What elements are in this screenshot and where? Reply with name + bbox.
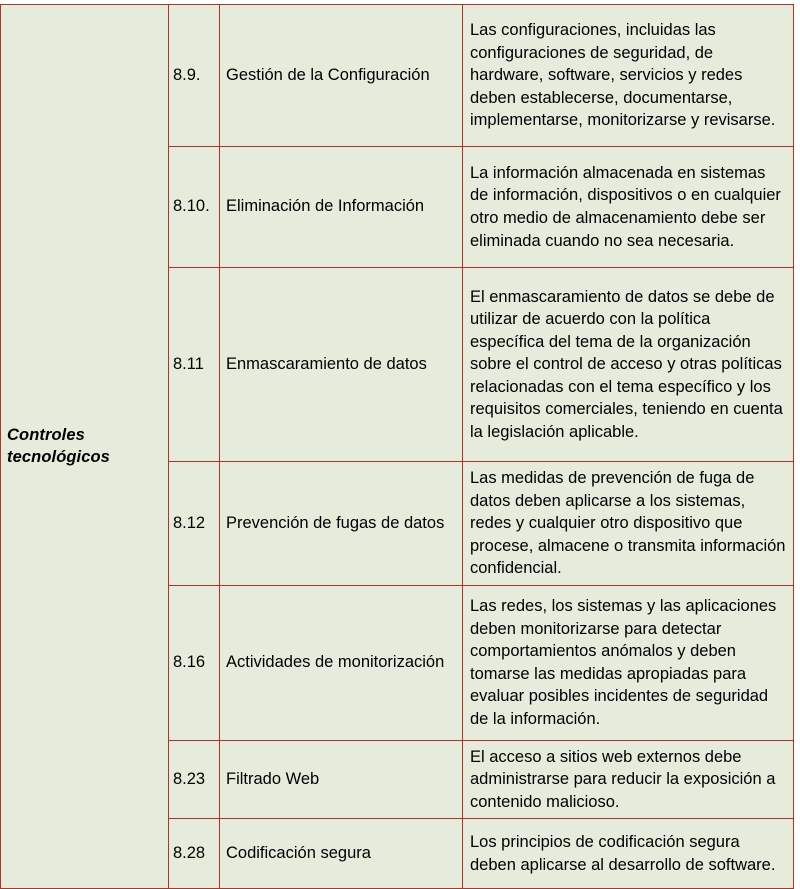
control-name-cell (220, 462, 463, 586)
controls-table-wrapper (0, 4, 793, 889)
technological-controls-table (0, 4, 794, 889)
control-number: 8.23 (173, 769, 206, 788)
control-description-cell (463, 268, 794, 462)
control-name: Actividades de monitorización (226, 652, 445, 671)
control-name-cell (220, 585, 463, 740)
control-number-cell (169, 147, 220, 268)
control-description: El acceso a sitios web externos debe administrarse para reducir la exposición a contenido malicioso. (470, 747, 776, 811)
control-number: 8.28 (173, 843, 206, 862)
control-description-cell (463, 147, 794, 268)
control-name: Gestión de la Configuración (226, 65, 430, 84)
control-number: 8.10. (173, 197, 210, 216)
control-name: Filtrado Web (226, 769, 320, 788)
control-name: Prevención de fugas de datos (226, 513, 445, 532)
control-description: Las configuraciones, incluidas las configuraciones de seguridad, de hardware, software, servicios y redes deben establecerse, documentarse, implementarse, monitorizarse y revisarse. (470, 21, 776, 130)
control-description: Las medidas de prevención de fuga de datos deben aplicarse a los sistemas, redes y cualquier otro dispositivo que procese, almacene o transmita información confidencial. (470, 469, 786, 578)
control-number-cell (169, 462, 220, 586)
control-name-cell (220, 147, 463, 268)
control-name: Enmascaramiento de datos (226, 354, 427, 373)
control-name-cell (220, 740, 463, 819)
category-label: Controles tecnológicos (7, 426, 110, 466)
table-row (1, 5, 794, 147)
control-description-cell (463, 740, 794, 819)
control-description-cell (463, 585, 794, 740)
control-number-cell (169, 268, 220, 462)
control-name-cell (220, 5, 463, 147)
control-description: Las redes, los sistemas y las aplicaciones deben monitorizarse para detectar comportamientos anómalos y deben tomarse las medidas apropiadas para evaluar posibles incidentes de seguridad de la información. (470, 597, 777, 728)
control-name: Codificación segura (226, 843, 371, 862)
control-description-cell (463, 819, 794, 889)
control-name: Eliminación de Información (226, 197, 425, 216)
control-number: 8.9. (173, 65, 201, 84)
control-description: La información almacenada en sistemas de información, dispositivos o en cualquier otro medio de almacenamiento debe ser eliminada cuando no sea necesaria. (470, 163, 781, 250)
control-number-cell (169, 585, 220, 740)
control-description-cell (463, 462, 794, 586)
control-number-cell (169, 819, 220, 889)
table-body (1, 5, 794, 889)
control-number: 8.16 (173, 652, 206, 671)
control-description: El enmascaramiento de datos se debe de utilizar de acuerdo con la política específica del tema de la organización sobre el control de acceso y otras políticas relacionadas con el tema específico y los requisitos comerciales, teniendo en cuenta la legislación aplicable. (470, 287, 783, 441)
control-number: 8.12 (173, 513, 206, 532)
control-name-cell (220, 819, 463, 889)
control-description: Los principios de codificación segura deben aplicarse al desarrollo de software. (470, 833, 776, 874)
category-cell-controles-tecnologicos (1, 5, 169, 889)
control-number-cell (169, 740, 220, 819)
control-name-cell (220, 268, 463, 462)
control-description-cell (463, 5, 794, 147)
control-number: 8.11 (173, 354, 204, 373)
control-number-cell (169, 5, 220, 147)
